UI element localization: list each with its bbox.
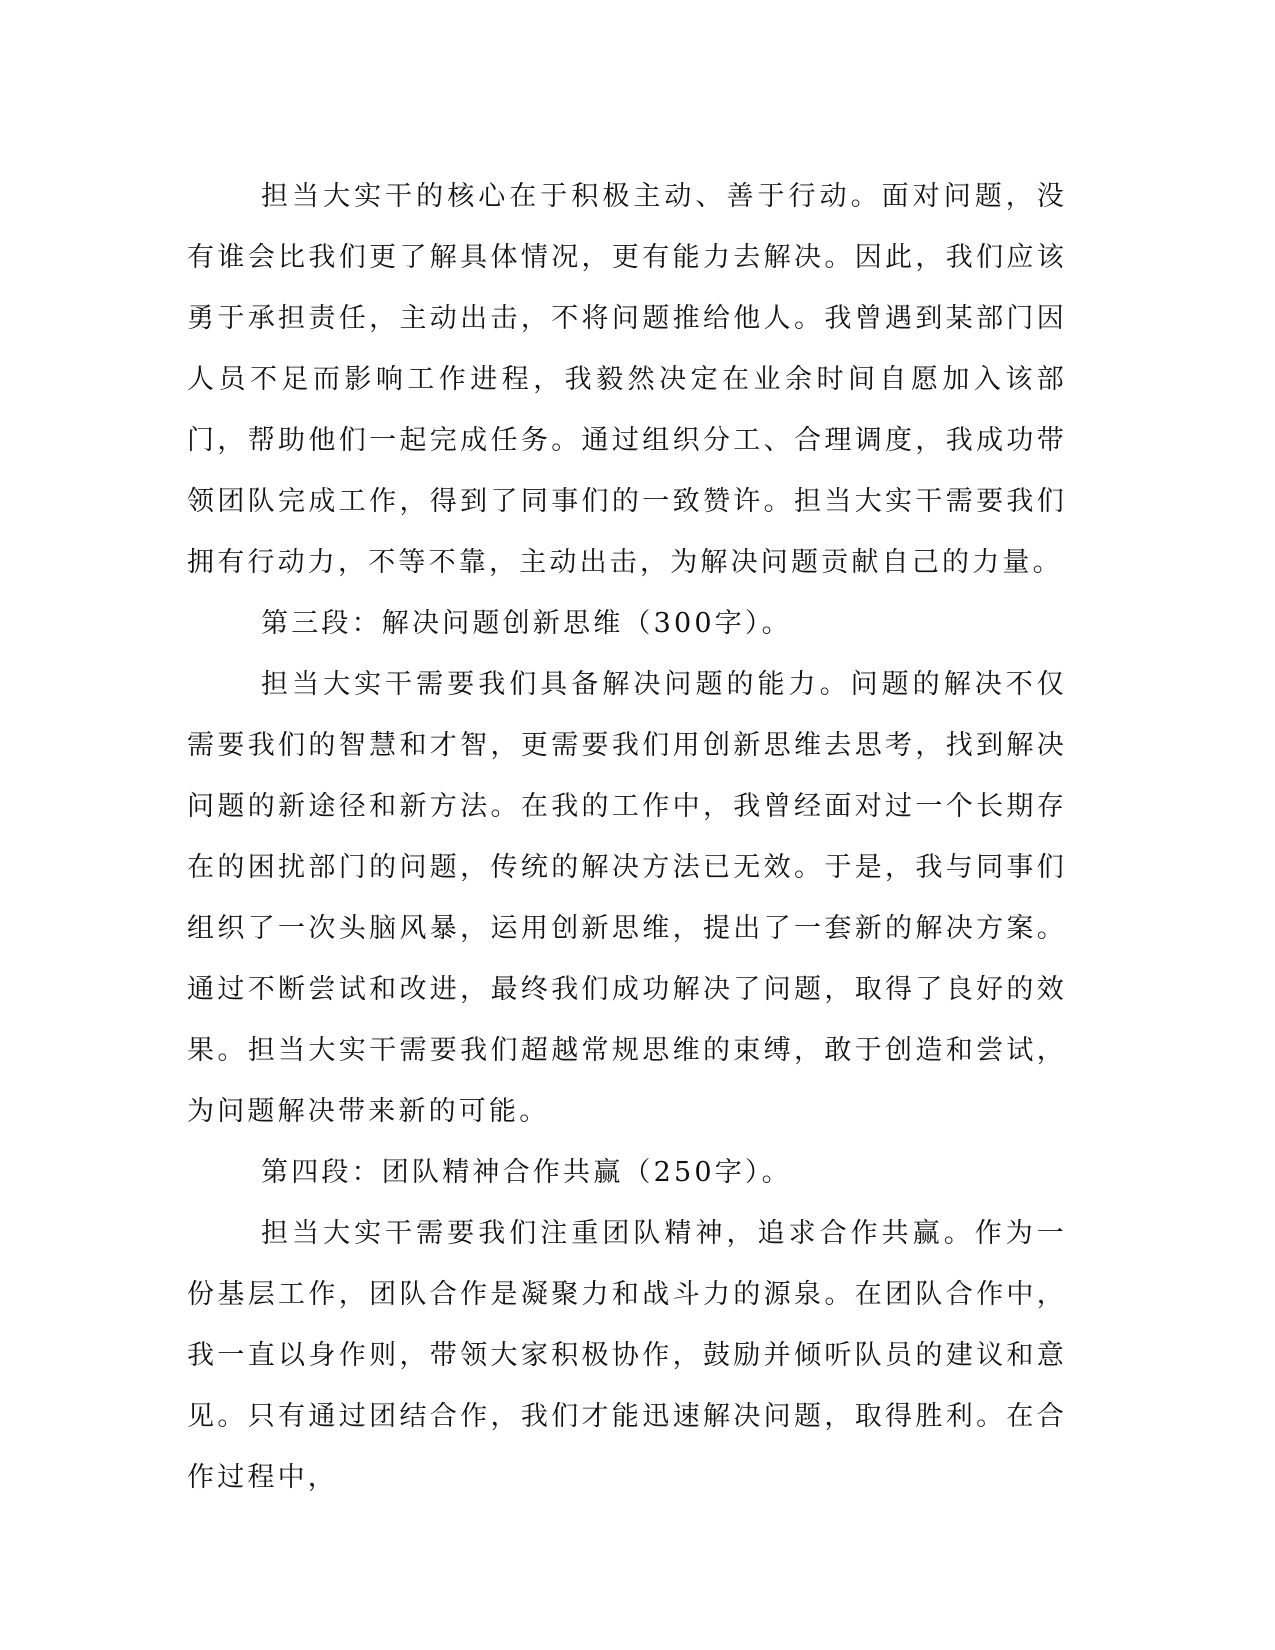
paragraph-innovation: 担当大实干需要我们具备解决问题的能力。问题的解决不仅需要我们的智慧和才智，更需要我们用创新思维去思考，找到解决问题的新途径和新方法。在我的工作中，我曾经面对过一个长期存在的困扰部门的问题，传统的解决方法已无效。于是，我与同事们组织了一次头脑风暴，运用创新思维，提出了一套新的解决方案。通过不断尝试和改进，最终我们成功解决了问题，取得了良好的效果。担当大实干需要我们超越常规思维的束缚，敢于创造和尝试，为问题解决带来新的可能。 [187, 669, 1067, 1127]
paragraph-action: 担当大实干的核心在于积极主动、善于行动。面对问题，没有谁会比我们更了解具体情况，更有能力去解决。因此，我们应该勇于承担责任，主动出击，不将问题推给他人。我曾遇到某部门因人员不足而影响工作进程，我毅然决定在业余时间自愿加入该部门，帮助他们一起完成任务。通过组织分工、合理调度，我成功带领团队完成工作，得到了同事们的一致赞许。担当大实干需要我们拥有行动力，不等不靠，主动出击，为解决问题贡献自己的力量。 [187, 181, 1067, 578]
section-heading-3: 第三段：解决问题创新思维（300字）。 [261, 608, 792, 639]
document-body [187, 166, 1067, 1508]
paragraph-teamwork: 担当大实干需要我们注重团队精神，追求合作共赢。作为一份基层工作，团队合作是凝聚力和战斗力的源泉。在团队合作中，我一直以身作则，带领大家积极协作，鼓励并倾听队员的建议和意见。只有通过团结合作，我们才能迅速解决问题，取得胜利。在合作过程中， [187, 1218, 1067, 1493]
section-heading-4: 第四段：团队精神合作共赢（250字）。 [261, 1157, 792, 1188]
